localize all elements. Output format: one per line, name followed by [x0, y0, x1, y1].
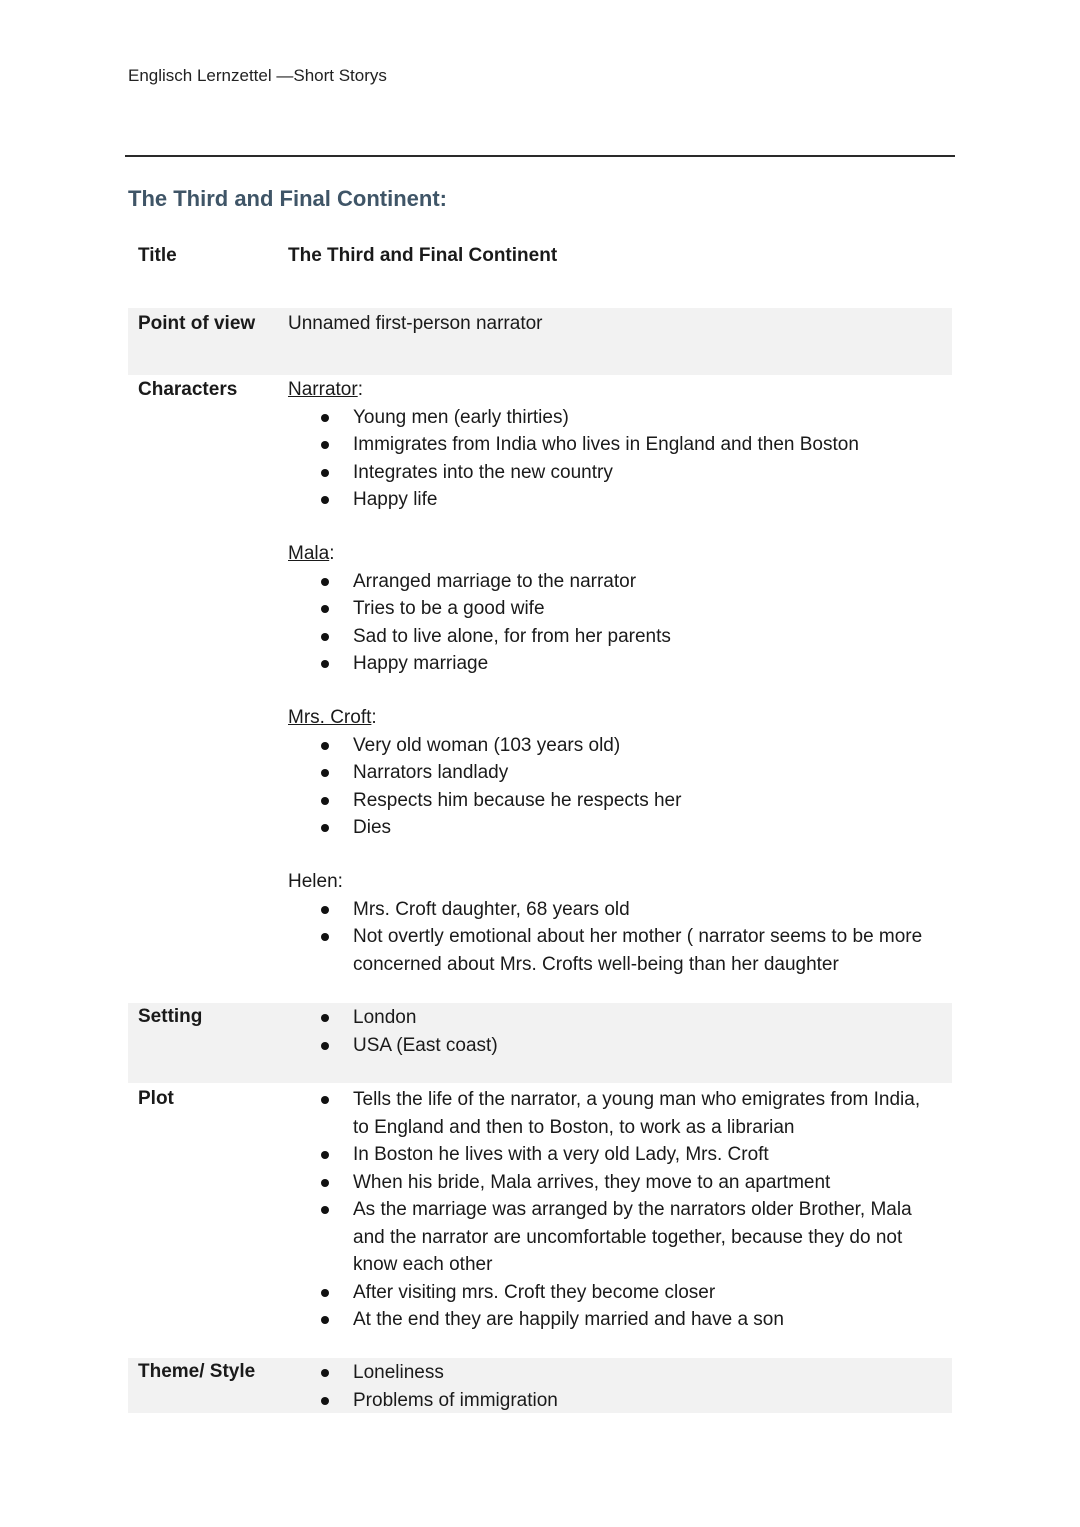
list-item: Happy life: [288, 486, 932, 514]
character-name: Helen:: [288, 871, 343, 892]
row-label-title: Title: [138, 245, 177, 266]
row-label-characters: Characters: [138, 379, 238, 400]
list-item: At the end they are happily married and have a son: [288, 1306, 932, 1334]
row-title: [128, 240, 952, 280]
row-label-theme: Theme/ Style: [138, 1361, 256, 1382]
section-title: The Third and Final Continent:: [128, 186, 447, 211]
character-group-mrs-croft: Mrs. Croft: Very old woman (103 years old) Narrators landlady Respects him because he respects her Dies: [288, 704, 932, 842]
list-item: Problems of immigration: [288, 1387, 932, 1415]
row-point-of-view: [128, 308, 952, 375]
row-label-plot: Plot: [138, 1088, 174, 1109]
character-name: Mrs. Croft: [288, 707, 372, 728]
list-item: USA (East coast): [288, 1032, 932, 1060]
list-item: Immigrates from India who lives in England and then Boston: [288, 431, 932, 459]
list-item: Not overtly emotional about her mother ( narrator seems to be more concerned about Mrs. Crofts well-being than her daughter: [288, 923, 932, 978]
row-characters: [128, 376, 952, 986]
list-item: Sad to live alone, for from her parents: [288, 623, 932, 651]
list-item: When his bride, Mala arrives, they move to an apartment: [288, 1169, 932, 1197]
list-item: Happy marriage: [288, 650, 932, 678]
character-group-mala: Mala: Arranged marriage to the narrator Tries to be a good wife Sad to live alone, for from her parents Happy marriage: [288, 540, 932, 678]
list-item: Very old woman (103 years old): [288, 732, 932, 760]
row-value-title: The Third and Final Continent: [288, 245, 558, 266]
list-item: Narrators landlady: [288, 759, 932, 787]
row-label-pov: Point of view: [138, 313, 256, 334]
character-group-narrator: Narrator: Young men (early thirties) Immigrates from India who lives in England and then Boston Integrates into the new country Happy life: [288, 376, 932, 514]
row-plot: [128, 1085, 952, 1355]
list-item: Tries to be a good wife: [288, 595, 932, 623]
list-item: Tells the life of the narrator, a young man who emigrates from India, to England and then to Boston, to work as a librarian: [288, 1086, 932, 1141]
row-theme-style: [128, 1358, 952, 1413]
list-item: Mrs. Croft daughter, 68 years old: [288, 896, 932, 924]
list-item: Arranged marriage to the narrator: [288, 568, 932, 596]
header-divider: [125, 155, 955, 157]
list-item: Loneliness: [288, 1359, 932, 1387]
list-item: Integrates into the new country: [288, 459, 932, 487]
list-item: After visiting mrs. Croft they become closer: [288, 1279, 932, 1307]
character-name: Mala: [288, 543, 330, 564]
page-header: Englisch Lernzettel —Short Storys: [128, 66, 387, 85]
list-item: Dies: [288, 814, 932, 842]
character-group-helen: [288, 868, 932, 978]
row-value-pov: Unnamed first-person narrator: [288, 313, 543, 334]
list-item: Respects him because he respects her: [288, 787, 932, 815]
list-item: In Boston he lives with a very old Lady, Mrs. Croft: [288, 1141, 932, 1169]
character-name: Narrator: [288, 379, 358, 400]
row-setting: [128, 1003, 952, 1083]
list-item: Young men (early thirties): [288, 404, 932, 432]
row-label-setting: Setting: [138, 1006, 203, 1027]
list-item: London: [288, 1004, 932, 1032]
list-item: As the marriage was arranged by the narrators older Brother, Mala and the narrator are uncomfortable together, because they do not know each other: [288, 1196, 932, 1279]
